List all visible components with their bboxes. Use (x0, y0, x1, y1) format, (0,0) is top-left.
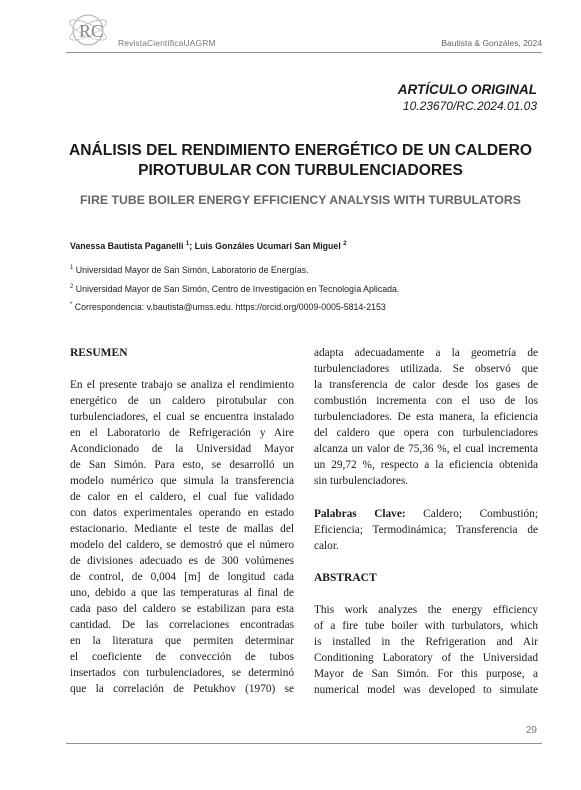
text-line: un 29,72 %, respecto a la eficiencia obtenida (314, 459, 538, 471)
text-line: numerical model was developed to simulate (314, 684, 538, 696)
text-line: combustión incrementa con el uso de los (314, 395, 538, 407)
header-divider (66, 52, 542, 53)
article-title-english: FIRE TUBE BOILER ENERGY EFFICIENCY ANALYSIS WITH TURBULATORS (80, 193, 521, 207)
text-line: del caldero que opera con turbulenciadores (314, 427, 538, 439)
keywords-line: Caldero; Combustión; (405, 508, 538, 520)
text-line: uno, debido a que las temperaturas al final de (70, 587, 294, 599)
text-line: de control, de 0,004 [m] de longitud cada (70, 571, 294, 583)
title-line: ANÁLISIS DEL RENDIMIENTO ENERGÉTICO DE UN CALDERO (69, 142, 532, 159)
keywords-label: Palabras Clave: (314, 508, 406, 520)
correspondence-mark: * (70, 302, 73, 309)
text-line: turbulenciadores utilizada. Se observó que (314, 363, 538, 375)
affiliation-mark: 1 (70, 265, 74, 272)
text-line: en el Laboratorio de Refrigeración y Aire (70, 427, 294, 439)
text-line: en la literatura que permiten determinar (70, 635, 294, 647)
resumen-heading: RESUMEN (70, 347, 128, 359)
text-line: de calor en el caldero, el cual fue validado (70, 491, 294, 503)
abstract-heading: ABSTRACT (314, 572, 377, 584)
text-line: el coeficiente de convección de tubos (70, 651, 294, 663)
abstract-body (314, 602, 538, 698)
text-line: adapta adecuadamente a la geometría de (314, 347, 538, 359)
page-number: 29 (525, 725, 537, 736)
text-line: que la correlación de Petukhov (1970) se (70, 683, 294, 695)
keywords (314, 506, 538, 554)
text-line: is installed in the Refrigeration and Air (314, 636, 538, 648)
text-line: En el presente trabajo se analiza el rendimiento (70, 379, 294, 391)
journal-name: RevistaCientíficaUAGRM (118, 38, 216, 48)
author-list (70, 241, 347, 251)
article-title (60, 141, 541, 181)
right-column (314, 345, 538, 698)
text-line: sin turbulenciadores. (314, 475, 409, 487)
article-doi[interactable]: 10.23670/RC.2024.01.03 (402, 99, 537, 113)
resumen-body (70, 377, 294, 697)
correspondence (70, 302, 386, 312)
text-line: con datos experimentales operando en estado (70, 507, 294, 519)
title-line: PIROTUBULAR CON TURBULENCIADORES (138, 162, 463, 179)
article-type: ARTÍCULO ORIGINAL (397, 82, 537, 97)
journal-logo-icon (66, 10, 116, 50)
keywords-line: calor. (314, 540, 339, 552)
text-line: estacionario. Mediante el teste de mallas del (70, 523, 294, 535)
svg-text:RC: RC (79, 21, 104, 41)
affiliation (70, 284, 399, 294)
text-line: of a fire tube boiler with turbulators, which (314, 620, 538, 632)
keywords-line: Eficiencia; Termodinámica; Transferencia de (314, 524, 538, 536)
text-line: modelo numérico que simula la transferencia (70, 475, 294, 487)
author-affiliation-mark: 1 (185, 241, 190, 248)
text-line: de divisiones adecuado es de 300 volúmenes (70, 555, 294, 567)
author-name: Luis Gonzáles Ucumari San Miguel (194, 241, 341, 251)
text-line: energético de un caldero pirotubular con (70, 395, 294, 407)
running-head: Bautista & Gonzáles, 2024 (441, 38, 542, 48)
affiliation-text: Universidad Mayor de San Simón, Laboratorio de Energías. (75, 265, 309, 275)
text-line: la transferencia de calor desde los gases de (314, 379, 538, 391)
text-line: cada paso del caldero se estabilizan para esta (70, 603, 294, 615)
text-line: turbulenciadores. De esta manera, la eficiencia (314, 411, 538, 423)
text-line: Acondicionado de la Universidad Mayor (70, 443, 294, 455)
affiliation (70, 265, 309, 275)
text-line: de San Simón. Para esto, se desarrolló un (70, 459, 294, 471)
correspondence-text[interactable]: Correspondencia: v.bautista@umss.edu. https://orcid.org/0009-0005-5814-2153 (74, 302, 386, 312)
author-affiliation-mark: 2 (343, 241, 347, 248)
affiliation-mark: 2 (70, 284, 74, 291)
footer-divider (66, 743, 542, 744)
text-line: modelo del caldero, se demostró que el número (70, 539, 294, 551)
text-line: cantidad. De las correlaciones encontradas (70, 619, 294, 631)
author-separator: ; (189, 241, 195, 251)
text-line: alcanza un valor de 75,36 %, el cual incrementa (314, 443, 538, 455)
resumen-body-continued (314, 345, 538, 489)
text-line: Mayor de San Simón. For this purpose, a (314, 668, 538, 680)
page-header (66, 10, 542, 52)
left-column (70, 345, 294, 697)
text-line: turbulenciadores, el cual se encuentra instalado (70, 411, 294, 423)
text-line: This work analyzes the energy efficiency (314, 604, 538, 616)
text-line: Conditioning Laboratory of the Universidad (314, 652, 538, 664)
author-name: Vanessa Bautista Paganelli (70, 241, 184, 251)
affiliation-text: Universidad Mayor de San Simón, Centro de Investigación en Tecnología Aplicada. (75, 284, 400, 294)
text-line: insertados con turbulenciadores, se determinó (70, 667, 294, 679)
